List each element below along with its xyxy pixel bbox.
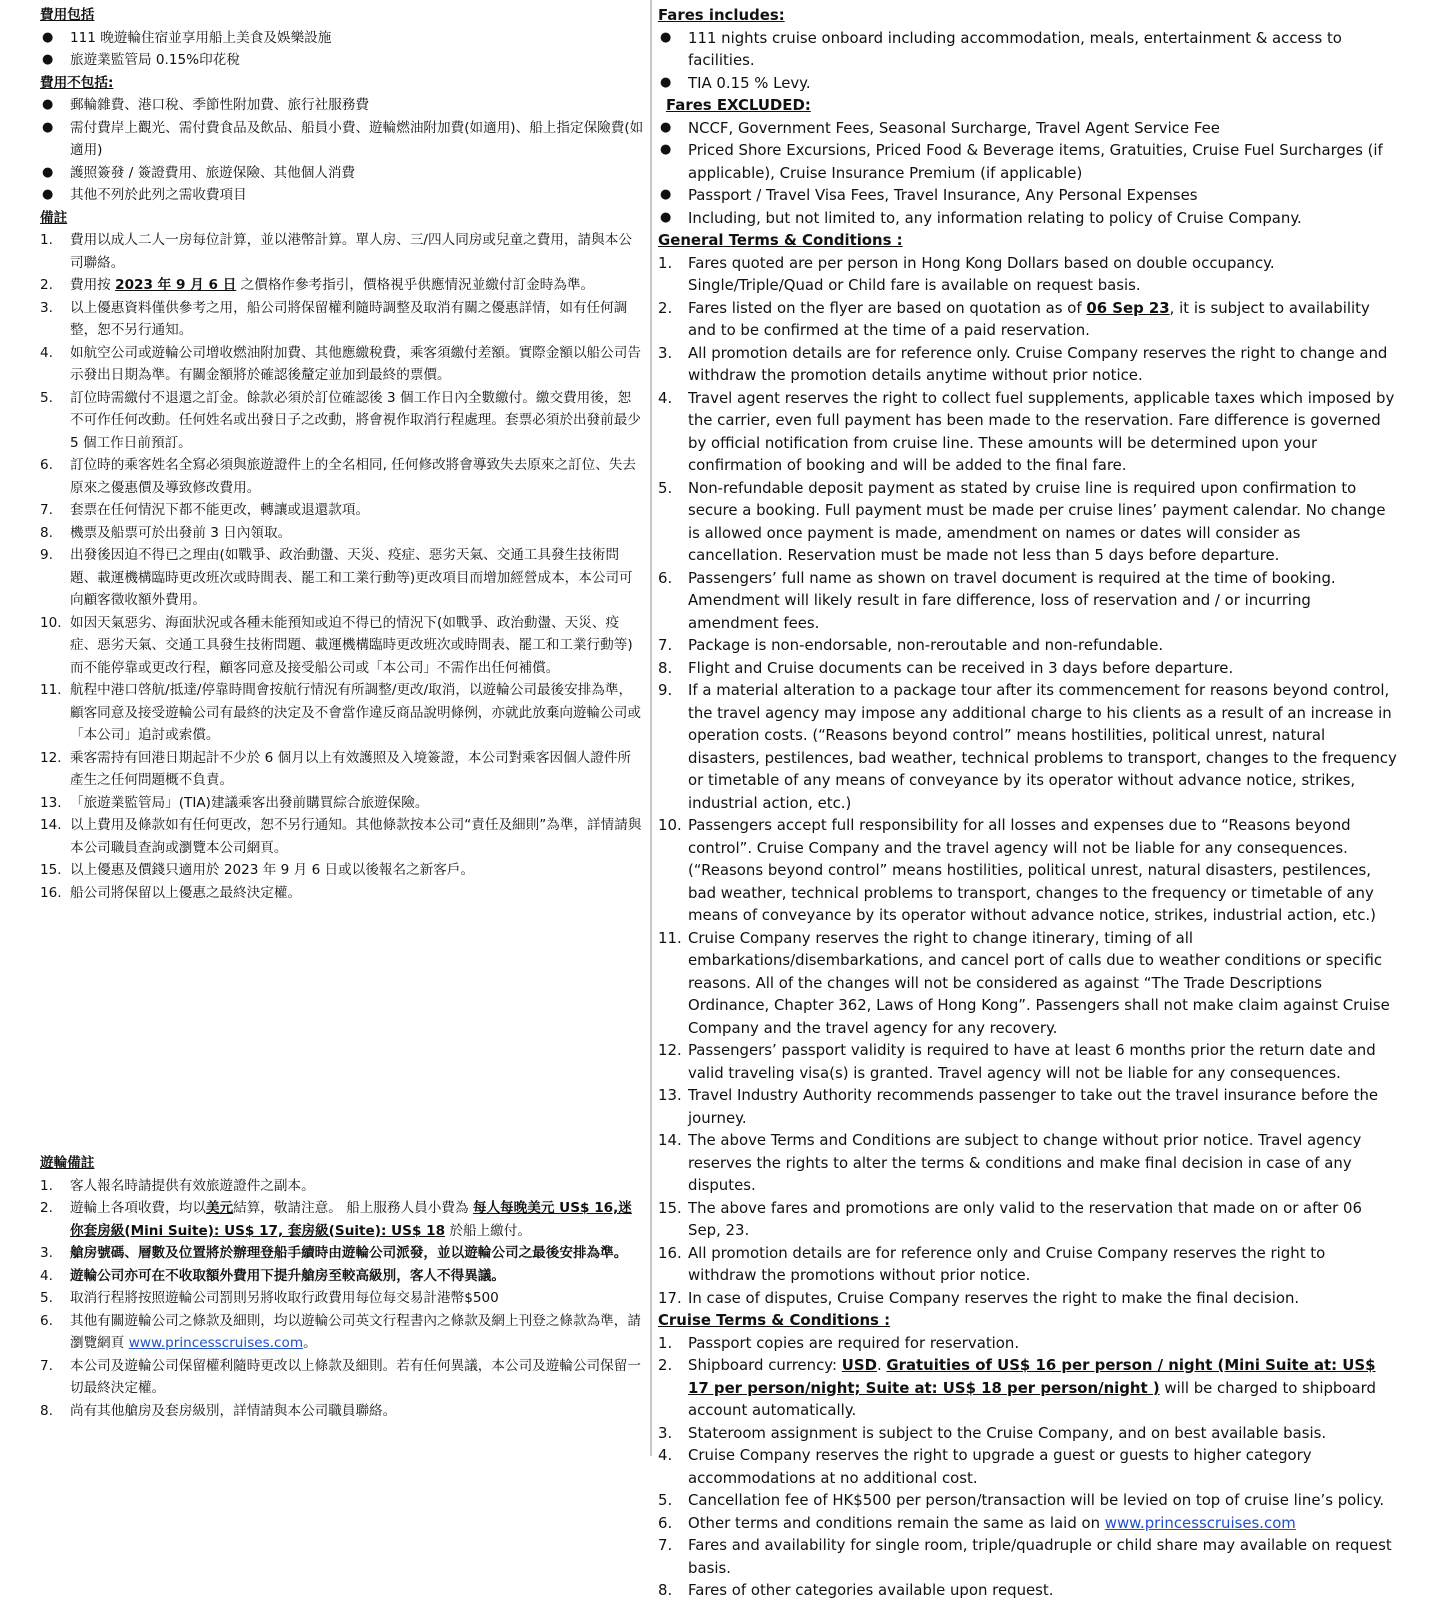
text-segment: 其他有關遊輪公司之條款及細則，均以遊輪公司英文行程書內之條款及網上刊登之條款為準，請瀏覽網頁 [70, 1312, 641, 1351]
text-segment: 遊輪上各項收費，均以 [70, 1200, 206, 1216]
item-number: 12. [40, 749, 62, 766]
item-number: 16. [40, 884, 62, 901]
item-number: 15. [658, 1198, 682, 1217]
item-text: 套票在任何情況下都不能更改，轉讓或退還款項。 [70, 502, 370, 518]
bullet-dot-icon: ● [660, 187, 672, 202]
numbered-item [40, 387, 644, 455]
numbered-item [40, 859, 644, 882]
item-text: Cruise Company reserves the right to change itinerary, timing of all embarkations/disembarkations, and cancel port of calls due to weather conditions or specific reasons. All of the changes will not be considered as against “The Trade Descriptions Ordinance, Chapter 362, Laws of Hong Kong”. Passengers shall not make claim against Cruise Company and the travel agency for any recovery. [688, 928, 1390, 1037]
item-text: 出發後因迫不得已之理由(如戰爭、政治動盪、天災、疫症、惡劣天氣、交通工具發生技術問題、載運機構臨時更改班次或時間表、罷工和工業行動等)更改項目而增加經營成本，本公司可向顧客徵收額外費用。 [70, 547, 633, 608]
bullet-item [40, 49, 644, 72]
bullet-text: 其他不列於此列之需收費項目 [70, 187, 247, 203]
item-text: 機票及船票可於出發前 3 日內領取。 [70, 524, 292, 541]
numbered-item [40, 747, 644, 792]
item-number: 1. [658, 1333, 673, 1352]
numbered-item [658, 1512, 1398, 1535]
column-divider [650, 0, 652, 1456]
item-text: 航程中港口啓航/抵達/停靠時間會按航行情況有所調整/更改/取消，以遊輪公司最後安排為準，顧客同意及接受遊輪公司有最終的決定及不會當作違反商品說明條例，亦就此放棄向遊輪公司或「本公司」追討或索償。 [70, 682, 641, 743]
text-segment: Fares listed on the flyer are based on quotation as of [688, 298, 1087, 317]
item-number: 6. [658, 1513, 673, 1532]
numbered-item [658, 1287, 1398, 1310]
item-number: 9. [658, 681, 673, 699]
item-number: 5. [40, 1290, 53, 1306]
text-segment: 之價格作參考指引，價格視乎供應情況並繳付訂金時為準。 [236, 277, 595, 293]
item-number: 6. [658, 568, 673, 587]
item-text: Flight and Cruise documents can be received in 3 days before departure. [688, 658, 1234, 677]
spacer [40, 904, 644, 1152]
numbered-item [658, 1039, 1398, 1084]
bullet-text: 111 晚遊輪住宿並享用船上美食及娛樂設施 [70, 29, 332, 46]
item-number: 9. [40, 547, 53, 563]
bullet-item [40, 184, 644, 207]
item-text [40, 274, 644, 297]
item-number: 17. [658, 1288, 682, 1307]
numbered-item [658, 1084, 1398, 1129]
item-text: Cancellation fee of HK$500 per person/transaction will be levied on top of cruise line’s policy. [688, 1491, 1385, 1509]
item-number: 2. [658, 298, 673, 317]
item-text: 如因天氣惡劣、海面狀況或各種未能預知或迫不得已的情況下(如戰爭、政治動盪、天災、疫症、惡劣天氣、交通工具發生技術問題、載運機構臨時更改班次或時間表、罷工和工業行動等)而不能停靠或更改行程，顧客同意及接受船公司或「本公司」不需作出任何補償。 [70, 614, 633, 676]
item-text: 如航空公司或遊輪公司增收燃油附加費、其他應繳稅費，乘客須繳付差額。實際金額以船公司告示發出日期為準。有關金額將於確認後釐定並加到最終的票價。 [70, 344, 641, 383]
numbered-item [658, 1489, 1398, 1512]
item-text: Passengers’ passport validity is required to have at least 6 months prior the return date and valid traveling visa(s) is granted. Travel agency will not be liable for any consequences. [688, 1041, 1376, 1082]
bullet-item [658, 184, 1398, 207]
item-number: 6. [40, 457, 53, 473]
item-text: Passengers accept full responsibility for all losses and expenses due to “Reasons beyond control”. Cruise Company and the travel agency will not be liable for any consequences. (“Reasons beyond control” means hostilities, political unrest, natural disasters, pestilences, bad weather, technical problems to transport, changes to the frequency or timetable of any means of conveyance by its operator without advance notice, strikes, industrial action, etc.) [688, 816, 1376, 924]
item-number: 5. [658, 1491, 673, 1509]
item-number: 7. [40, 502, 53, 518]
numbered-item [658, 1534, 1398, 1579]
item-number: 3. [40, 299, 53, 316]
bullet-text: Priced Shore Excursions, Priced Food & Beverage items, Gratuities, Cruise Fuel Surcharges (if applicable), Cruise Insurance Premium (if applicable) [688, 141, 1383, 182]
item-number: 1. [658, 253, 673, 272]
numbered-item [40, 342, 644, 387]
text-segment: will be charged to shipboard account automatically. [688, 1378, 1376, 1419]
numbered-item [658, 567, 1398, 635]
item-number: 5. [658, 478, 673, 497]
item-text [40, 1310, 644, 1355]
item-text: 乘客需持有回港日期起計不少於 6 個月以上有效護照及入境簽證，本公司對乘客因個人證件所產生之任何問題概不負責。 [70, 749, 632, 788]
includes-heading-en: Fares includes: [658, 6, 785, 24]
item-text: All promotion details are for reference only and Cruise Company reserves the right to withdraw the promotions without prior notice. [688, 1243, 1326, 1284]
numbered-item [40, 1175, 644, 1198]
numbered-item [658, 1332, 1398, 1355]
bullet-text: 郵輪雜費、港口稅、季節性附加費、旅行社服務費 [70, 97, 370, 113]
item-text: Passport copies are required for reservation. [688, 1333, 1020, 1352]
numbered-item [40, 522, 644, 545]
item-text: 尚有其他艙房及套房級別，詳情請與本公司職員聯絡。 [70, 1402, 397, 1419]
item-number: 13. [658, 1086, 682, 1104]
item-number: 3. [658, 1423, 673, 1442]
gratuity-highlight: 每人每晚美元 US$ 16,迷你套房級(Mini Suite): US$ 17, 套房級(Suite): US$ 18 [70, 1200, 632, 1239]
bullet-dot-icon: ● [42, 97, 54, 112]
numbered-item [658, 1129, 1398, 1197]
numbered-item [658, 1422, 1398, 1445]
bullet-dot-icon: ● [42, 29, 54, 45]
item-number: 11. [658, 928, 682, 947]
item-number: 14. [40, 817, 62, 833]
princess-cruises-link[interactable]: www.princesscruises.com [128, 1335, 304, 1351]
bullet-item [658, 207, 1398, 230]
bullet-item [658, 117, 1398, 140]
item-number: 6. [40, 1312, 53, 1329]
item-number: 5. [40, 389, 53, 406]
bullet-dot-icon: ● [42, 187, 54, 202]
item-number: 13. [40, 794, 62, 811]
item-text: 以上優惠資料僅供參考之用，船公司將保留權利隨時調整及取消有關之優惠詳情，如有任何調整，恕不另行通知。 [70, 299, 628, 338]
bullet-item [40, 27, 644, 50]
numbered-item [658, 1242, 1398, 1287]
item-text: 艙房號碼、層數及位置將於辦理登船手續時由遊輪公司派發，並以遊輪公司之最後安排為準。 [70, 1245, 628, 1261]
bullet-text: TIA 0.15 % Levy. [688, 73, 811, 92]
text-segment: 費用按 [70, 277, 116, 293]
text-segment: Other terms and conditions remain the same as laid on [688, 1513, 1105, 1532]
bullet-item [658, 72, 1398, 95]
item-text: 訂位時需繳付不退還之訂金。餘款必須於訂位確認後 3 個工作日內全數繳付。繳交費用後，恕不可作任何改動。任何姓名或出發日子之改動，將會視作取消行程處理。套票必須於出發前最少 5 個工作日前預訂。 [70, 389, 641, 451]
item-number: 4. [40, 344, 53, 361]
item-number: 8. [658, 1581, 673, 1599]
numbered-item [40, 1197, 644, 1242]
item-text: 費用以成人二人一房每位計算，並以港幣計算。單人房、三/四人同房或兒童之費用，請與本公司聯絡。 [70, 232, 632, 271]
numbered-item [40, 544, 644, 612]
text-segment: , it is subject to availability and to be confirmed at the time of a paid reservation. [688, 298, 1370, 339]
numbered-item [40, 1355, 644, 1400]
numbered-item [658, 679, 1398, 814]
item-number: 1. [40, 232, 53, 248]
bullet-dot-icon: ● [660, 142, 672, 157]
item-text: Travel agent reserves the right to collect fuel supplements, applicable taxes which imposed by the carrier, even full payment has been made to the reservation. Fare difference is governed by official notification from cruise line. These amounts will be determined upon your confirmation of booking and will be added to the final fare. [688, 388, 1395, 474]
numbered-item [658, 1197, 1398, 1242]
item-number: 7. [658, 636, 673, 654]
item-text [658, 1512, 1398, 1535]
item-text: If a material alteration to a package tour after its commencement for reasons beyond control, the travel agency may impose any additional charge to his clients as a result of an increase in operation costs. (“Reasons beyond control” means hostilities, political unrest, natural disasters, pestilences, bad weather, technical problems to transport, changes to the frequency or timetable of any means of conveyance by its operator without advance notice, strikes, industrial action, etc.) [688, 681, 1397, 812]
item-number: 2. [40, 1200, 53, 1216]
text-segment: 於船上繳付。 [445, 1222, 531, 1239]
item-number: 4. [40, 1267, 53, 1284]
item-number: 14. [658, 1131, 682, 1149]
bullet-dot-icon: ● [660, 29, 672, 45]
chinese-column [40, 4, 644, 1422]
item-text: Travel Industry Authority recommends passenger to take out the travel insurance before the journey. [688, 1086, 1379, 1127]
numbered-item [40, 1400, 644, 1423]
item-text [658, 297, 1398, 342]
item-text: Stateroom assignment is subject to the Cruise Company, and on best available basis. [688, 1423, 1327, 1442]
cruise-remarks-heading-zh: 遊輪備註 [40, 1155, 95, 1171]
general-terms-heading: General Terms & Conditions : [658, 231, 903, 249]
bullet-dot-icon: ● [42, 119, 54, 135]
numbered-item [40, 612, 644, 680]
currency-highlight: USD [841, 1356, 877, 1374]
numbered-item [40, 1265, 644, 1288]
item-text: 客人報名時請提供有效旅遊證件之副本。 [70, 1177, 315, 1194]
date-highlight: 2023 年 9 月 6 日 [115, 277, 237, 293]
item-number: 3. [658, 343, 673, 362]
date-highlight: 06 Sep 23 [1086, 298, 1170, 317]
numbered-item [658, 342, 1398, 387]
numbered-item [658, 657, 1398, 680]
gratuity-highlight: Gratuities of US$ 16 per person / night (Mini Suite at: US$ 17 per person/night; Suite at: US$ 18 per person/night ) [688, 1356, 1376, 1397]
item-number: 10. [40, 614, 62, 631]
text-segment: Shipboard currency: [688, 1356, 842, 1374]
numbered-item [658, 1579, 1398, 1602]
item-text: 本公司及遊輪公司保留權利隨時更改以上條款及細則。若有任何異議，本公司及遊輪公司保留一切最終決定權。 [70, 1357, 641, 1396]
bullet-text: 需付費岸上觀光、需付費食品及飲品、船員小費、遊輪燃油附加費(如適用)、船上指定保險費(如適用) [70, 119, 644, 158]
excludes-heading-en: Fares EXCLUDED: [666, 96, 811, 114]
cruise-terms-heading: Cruise Terms & Conditions : [658, 1311, 891, 1329]
numbered-item [658, 1444, 1398, 1489]
item-text: Fares of other categories available upon request. [688, 1581, 1054, 1599]
numbered-item [658, 634, 1398, 657]
item-text: In case of disputes, Cruise Company reserves the right to make the final decision. [688, 1288, 1300, 1307]
item-text: 船公司將保留以上優惠之最終決定權。 [70, 884, 302, 901]
item-number: 4. [658, 1446, 673, 1464]
item-number: 15. [40, 862, 62, 878]
bullet-text: NCCF, Government Fees, Seasonal Surcharge, Travel Agent Service Fee [688, 118, 1220, 137]
item-number: 8. [658, 658, 673, 677]
item-number: 8. [40, 1402, 53, 1419]
numbered-item [658, 477, 1398, 567]
text-segment: . [876, 1356, 887, 1374]
item-number: 2. [658, 1356, 673, 1374]
numbered-item [40, 814, 644, 859]
bullet-text: Including, but not limited to, any information relating to policy of Cruise Company. [688, 208, 1302, 227]
bullet-dot-icon: ● [42, 52, 54, 67]
item-text [658, 1354, 1398, 1422]
item-number: 4. [658, 388, 673, 407]
text-segment: 。 [303, 1335, 317, 1351]
numbered-item [40, 1310, 644, 1355]
numbered-item [658, 297, 1398, 342]
bullet-dot-icon: ● [42, 164, 54, 180]
text-segment: 結算，敬請注意。 船上服務人員小費為 [233, 1200, 473, 1216]
numbered-item [658, 927, 1398, 1040]
item-text: Fares and availability for single room, triple/quadruple or child share may available on request basis. [688, 1536, 1392, 1577]
item-number: 7. [658, 1536, 673, 1554]
item-number: 11. [40, 682, 62, 698]
item-number: 7. [40, 1357, 53, 1374]
numbered-item [658, 1354, 1398, 1422]
numbered-item [658, 814, 1398, 927]
item-text: The above fares and promotions are only valid to the reservation that made on or after 06 Sep, 23. [688, 1198, 1362, 1239]
item-text: Package is non-endorsable, non-reroutable and non-refundable. [688, 636, 1164, 654]
item-number: 12. [658, 1041, 682, 1059]
bullet-text: 旅遊業監管局 0.15%印花稅 [70, 52, 240, 68]
numbered-item [40, 297, 644, 342]
item-number: 3. [40, 1245, 53, 1261]
item-text: 以上優惠及價錢只適用於 2023 年 9 月 6 日或以後報名之新客戶。 [70, 862, 475, 878]
item-number: 2. [40, 277, 53, 293]
item-text [40, 1197, 644, 1242]
bullet-item [658, 27, 1398, 72]
numbered-item [40, 229, 644, 274]
item-text: 「旅遊業監管局」(TIA)建議乘客出發前購買綜合旅遊保險。 [70, 794, 429, 811]
item-number: 1. [40, 1177, 53, 1194]
princess-cruises-link[interactable]: www.princesscruises.com [1104, 1513, 1296, 1532]
excludes-heading-zh: 費用不包括: [40, 74, 114, 91]
numbered-item [40, 679, 644, 747]
remarks-heading-zh: 備註 [40, 209, 68, 226]
bullet-item [40, 162, 644, 185]
currency-highlight: 美元 [205, 1200, 234, 1216]
numbered-item [40, 274, 644, 297]
item-text: 訂位時的乘客姓名全寫必須與旅遊證件上的全名相同, 任何修改將會導致失去原來之訂位、失去原來之優惠價及導致修改費用。 [70, 457, 636, 496]
bullet-item [658, 139, 1398, 184]
item-text: 取消行程將按照遊輪公司罰則另將收取行政費用每位每交易計港幣$500 [70, 1290, 499, 1306]
item-text: Cruise Company reserves the right to upgrade a guest or guests to higher category accommodations at no additional cost. [688, 1446, 1312, 1487]
numbered-item [40, 1242, 644, 1265]
numbered-item [40, 499, 644, 522]
item-text: All promotion details are for reference only. Cruise Company reserves the right to change and withdraw the promotion details anytime without prior notice. [688, 343, 1388, 384]
item-number: 10. [658, 816, 682, 834]
item-number: 16. [658, 1243, 682, 1262]
includes-heading-zh: 費用包括 [40, 7, 95, 23]
item-text: Non-refundable deposit payment as stated by cruise line is required upon confirmation to secure a booking. Full payment must be made per cruise lines’ payment calendar. No change is allowed once payment is made, amendment on names or dates will consider as cancellation. Reservation must be made not less than 5 days before departure. [688, 478, 1386, 564]
bullet-item [40, 117, 644, 162]
bullet-text: Passport / Travel Visa Fees, Travel Insurance, Any Personal Expenses [688, 186, 1198, 204]
item-number: 8. [40, 524, 53, 541]
numbered-item [40, 1287, 644, 1310]
item-text: 遊輪公司亦可在不收取額外費用下提升艙房至較高級別，客人不得異議。 [70, 1267, 505, 1284]
numbered-item [658, 387, 1398, 477]
item-text: Passengers’ full name as shown on travel document is required at the time of booking. Amendment will likely result in fare difference, loss of reservation and / or incurring amendment fees. [688, 568, 1336, 632]
english-column [658, 4, 1398, 1602]
bullet-text: 護照簽發 / 簽證費用、旅遊保險、其他個人消費 [70, 164, 356, 181]
item-text: 以上費用及條款如有任何更改，恕不另行通知。其他條款按本公司“責任及細則”為準，詳情請與本公司職員查詢或瀏覽本公司網頁。 [70, 817, 642, 856]
bullet-dot-icon: ● [660, 209, 672, 225]
bullet-item [40, 94, 644, 117]
numbered-item [40, 792, 644, 815]
bullet-text: 111 nights cruise onboard including accommodation, meals, entertainment & access to facilities. [688, 28, 1342, 69]
numbered-item [40, 882, 644, 905]
bullet-dot-icon: ● [660, 119, 672, 135]
bullet-dot-icon: ● [660, 74, 672, 90]
numbered-item [658, 252, 1398, 297]
item-text: The above Terms and Conditions are subject to change without prior notice. Travel agency reserves the rights to alter the terms & conditions and make final decision in case of any disputes. [688, 1131, 1362, 1194]
numbered-item [40, 454, 644, 499]
item-text: Fares quoted are per person in Hong Kong Dollars based on double occupancy. Single/Triple/Quad or Child fare is available on request basis. [688, 253, 1275, 294]
